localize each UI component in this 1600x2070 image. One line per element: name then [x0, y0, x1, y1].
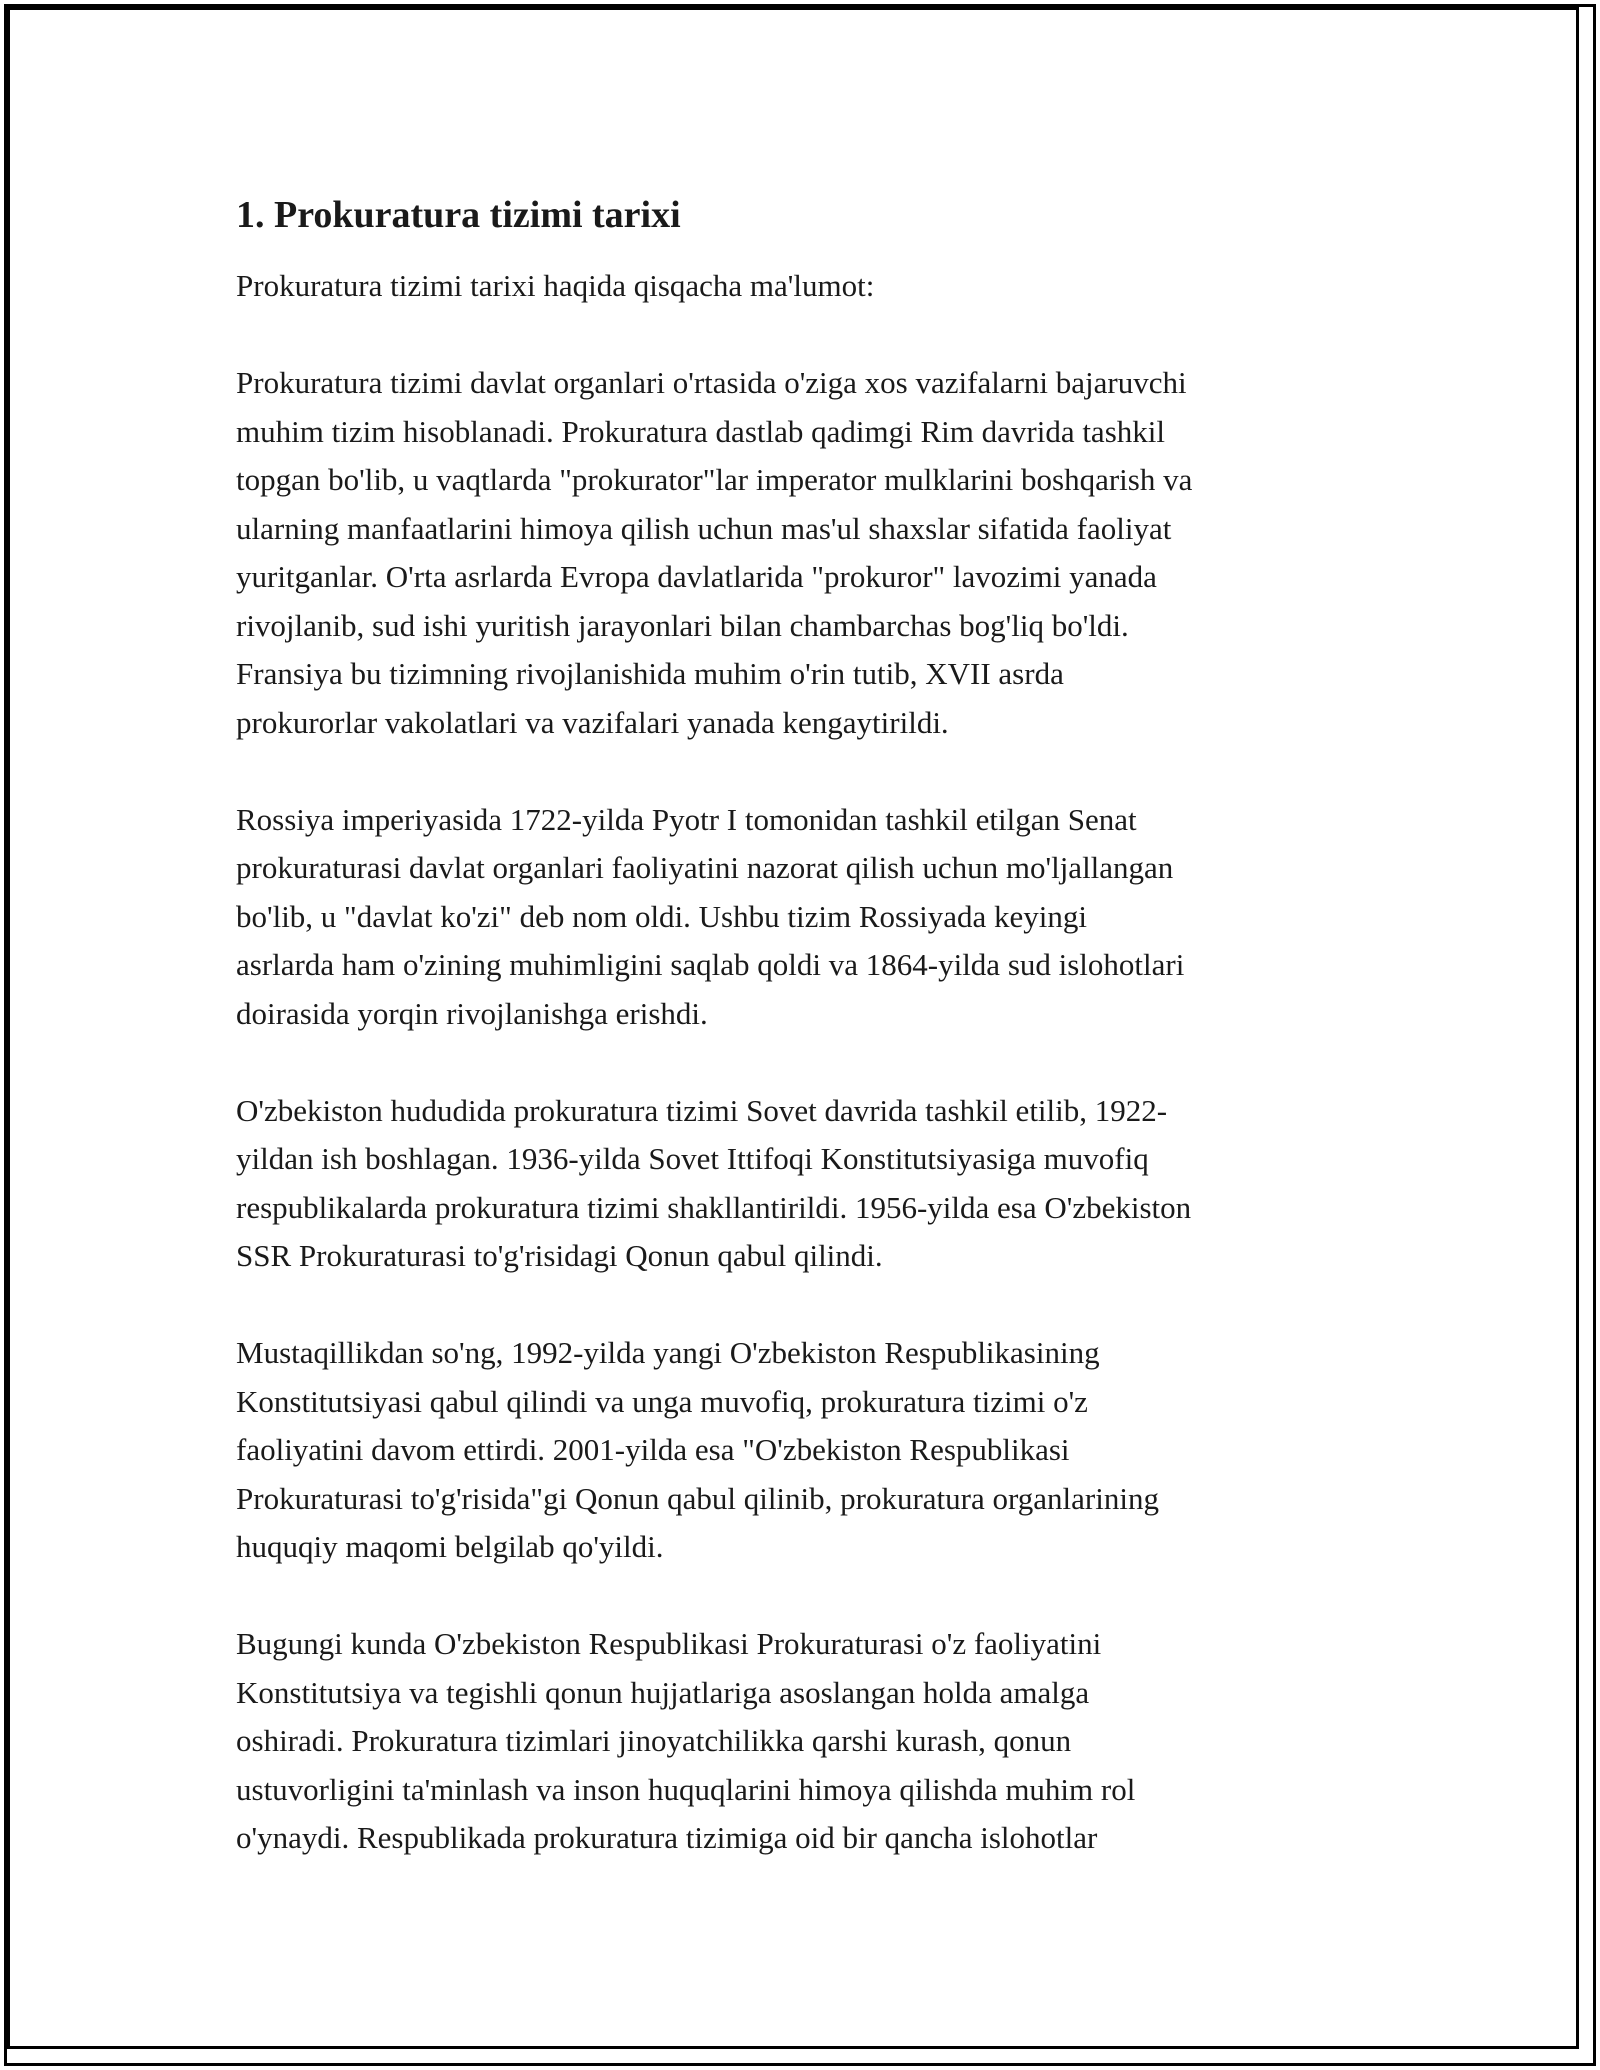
text-line: o'ynaydi. Respublikada prokuratura tizimiga oid bir qancha islohotlar	[236, 1820, 1098, 1855]
text-line: respublikalarda prokuratura tizimi shakllantirildi. 1956-yilda esa O'zbekiston	[236, 1189, 1192, 1225]
text-line: asrlarda ham o'zining muhimligini saqlab qoldi va 1864-yilda sud islohotlari	[236, 947, 1185, 982]
text-line: prokurorlar vakolatlari va vazifalari yanada kengaytirildi.	[236, 704, 949, 740]
text-line: rivojlanib, sud ishi yuritish jarayonlari bilan chambarchas bog'liq bo'ldi.	[236, 607, 1129, 643]
paragraph-independence	[236, 1329, 1386, 1572]
text-line: topgan bo'lib, u vaqtlarda "prokurator"lar imperator mulklarini boshqarish va	[236, 462, 1193, 497]
text-line: Fransiya bu tizimning rivojlanishida muhim o'rin tutib, XVII asrda	[236, 656, 1064, 691]
text-line: Mustaqillikdan so'ng, 1992-yilda yangi O'zbekiston Respublikasining	[236, 1335, 1100, 1370]
intro-text: Prokuratura tizimi tarixi haqida qisqacha ma'lumot:	[236, 268, 875, 303]
text-line: doirasida yorqin rivojlanishga erishdi.	[236, 995, 708, 1031]
text-line: oshiradi. Prokuratura tizimlari jinoyatchilikka qarshi kurash, qonun	[236, 1723, 1072, 1758]
text-line: ustuvorligini ta'minlash va inson huquqlarini himoya qilishda muhim rol	[236, 1771, 1136, 1807]
text-line: bo'lib, u "davlat ko'zi" deb nom oldi. Ushbu tizim Rossiyada keyingi	[236, 898, 1088, 934]
section-title: 1. Prokuratura tizimi tarixi	[236, 194, 681, 236]
paragraph-soviet-period	[236, 1087, 1386, 1281]
text-line: prokuraturasi davlat organlari faoliyatini nazorat qilish uchun mo'ljallangan	[236, 850, 1174, 885]
text-line: Konstitutsiyasi qabul qilindi va unga muvofiq, prokuratura tizimi o'z	[236, 1383, 1088, 1419]
text-line: ularning manfaatlarini himoya qilish uchun mas'ul shaxslar sifatida faoliyat	[236, 510, 1172, 546]
text-line: SSR Prokuraturasi to'g'risidagi Qonun qabul qilindi.	[236, 1238, 883, 1273]
text-line: Rossiya imperiyasida 1722-yilda Pyotr I tomonidan tashkil etilgan Senat	[236, 801, 1137, 837]
text-line: O'zbekiston hududida prokuratura tizimi Sovet davrida tashkil etilib, 1922-	[236, 1092, 1168, 1128]
paragraph-russian-empire	[236, 796, 1386, 1039]
text-line: Prokuratura tizimi davlat organlari o'rtasida o'ziga xos vazifalarni bajaruvchi	[236, 365, 1187, 400]
text-line: Konstitutsiya va tegishli qonun hujjatlariga asoslangan holda amalga	[236, 1674, 1090, 1710]
text-line: Prokuraturasi to'g'risida"gi Qonun qabul qilinib, prokuratura organlarining	[236, 1480, 1159, 1516]
text-line: yildan ish boshlagan. 1936-yilda Sovet Ittifoqi Konstitutsiyasiga muvofiq	[236, 1141, 1149, 1176]
text-line: Bugungi kunda O'zbekiston Respublikasi Prokuraturasi o'z faoliyatini	[236, 1626, 1102, 1661]
paragraph-history-origins	[236, 359, 1386, 747]
document-body	[236, 186, 1386, 1863]
text-line: muhim tizim hisoblanadi. Prokuratura dastlab qadimgi Rim davrida tashkil	[236, 413, 1165, 449]
text-line: huquqiy maqomi belgilab qo'yildi.	[236, 1529, 664, 1564]
text-line: yuritganlar. O'rta asrlarda Evropa davlatlarida "prokuror" lavozimi yanada	[236, 559, 1157, 594]
text-line: faoliyatini davom ettirdi. 2001-yilda esa "O'zbekiston Respublikasi	[236, 1432, 1070, 1467]
paragraph-present-day	[236, 1620, 1386, 1863]
